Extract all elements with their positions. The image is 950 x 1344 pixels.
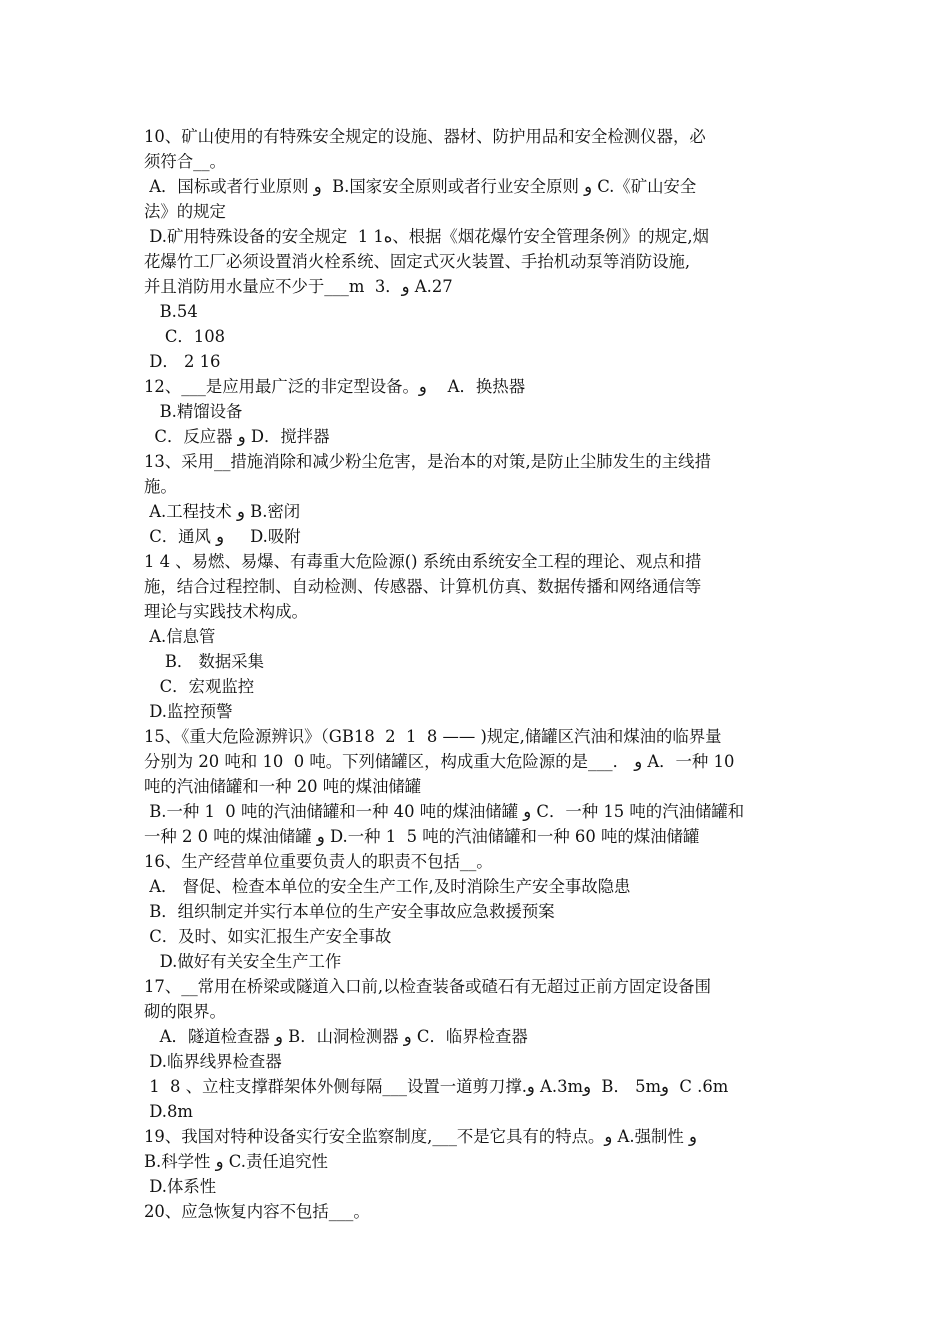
text-line: 施，结合过程控制、自动检测、传感器、计算机仿真、数据传播和网络通信等 [144,577,702,596]
text-line: A． 督促、检查本单位的安全生产工作,及时消除生产安全事故隐患 [144,877,631,896]
text-line: 分别为 20 吨和 10 0 吨。下列储罐区，构成重大危险源的是___． و A．一种 10 [144,752,735,771]
text-line: A．国标或者行业原则 و B.国家安全原则或者行业安全原则 و C.《矿山安全 [144,177,697,196]
text-line: 施。 [144,477,177,496]
text-line: B．组织制定并实行本单位的生产安全事故应急救援预案 [144,902,555,921]
text-line: 16、生产经营单位重要负责人的职责不包括__。 [144,852,493,871]
document-body [144,124,809,1224]
text-line: 17、__常用在桥梁或隧道入口前,以检查装备或碴石有无超过正前方固定设备围 [144,977,711,996]
text-line: 一种 2 0 吨的煤油储罐 و D.一种 1 5 吨的汽油储罐和一种 60 吨的煤油储罐 [144,827,700,846]
text-line: 须符合__。 [144,152,226,171]
text-line: B.54 [144,302,198,321]
text-line: C．通风 و D.吸附 [144,527,301,546]
text-line: 法》的规定 [144,202,226,221]
text-line: D.8m [144,1102,193,1121]
text-line: 理论与实践技术构成。 [144,602,308,621]
text-line: B． 数据采集 [144,652,265,671]
text-line: B.科学性 و C.责任追究性 [144,1152,328,1171]
text-line: A．隧道检查器 و B．山洞检测器 و C．临界检查器 [144,1027,528,1046]
text-line: 砌的限界。 [144,1002,226,1021]
text-line: 19、我国对特种设备实行安全监察制度,___不是它具有的特点。و A.强制性 و [144,1127,697,1146]
text-line: 1 4 、易燃、易爆、有毒重大危险源() 系统由系统安全工程的理论、观点和措 [144,552,702,571]
text-line: 15、《重大危险源辨识》（GB18 2 1 8 —— )规定,储罐区汽油和煤油的临界量 [144,727,722,746]
text-line: B.一种 1 0 吨的汽油储罐和一种 40 吨的煤油储罐 و C．一种 15 吨的汽油储罐和 [144,802,745,821]
text-line: 吨的汽油储罐和一种 20 吨的煤油储罐 [144,777,422,796]
text-line: 10、矿山使用的有特殊安全规定的设施、器材、防护用品和安全检测仪器，必 [144,127,706,146]
text-line: A.信息管 [144,627,216,646]
text-line: D.做好有关安全生产工作 [144,952,342,971]
text-line: D.临界线界检查器 [144,1052,282,1071]
text-line: 1 8 、立柱支撑群架体外侧每隔___设置一道剪刀撑.و A.3mو B． 5mو C .6m [144,1077,729,1096]
text-line: B.精馏设备 [144,402,243,421]
text-line: 12、___是应用最广泛的非定型设备。و A．换热器 [144,377,526,396]
text-line: D.体系性 [144,1177,217,1196]
text-line: 并且消防用水量应不少于___m 3．و A.27 [144,277,453,296]
text-line: A.工程技术 و B.密闭 [144,502,301,521]
text-line: 13、采用__措施消除和减少粉尘危害，是治本的对策,是防止尘肺发生的主线措 [144,452,711,471]
text-line: 20、应急恢复内容不包括___。 [144,1202,370,1221]
text-line: 花爆竹工厂必须设置消火栓系统、固定式灭火装置、手抬机动泵等消防设施, [144,252,691,271]
text-line: D． 2 16 [144,352,221,371]
text-line: C．反应器 و D．搅拌器 [144,427,330,446]
text-line: C．宏观监控 [144,677,255,696]
text-line: C．及时、如实汇报生产安全事故 [144,927,392,946]
text-line: D.矿用特殊设备的安全规定 1 1ﻩ、根据《烟花爆竹安全管理条例》的规定,烟 [144,227,709,246]
text-line: C．108 [144,327,226,346]
text-line: D.监控预警 [144,702,233,721]
